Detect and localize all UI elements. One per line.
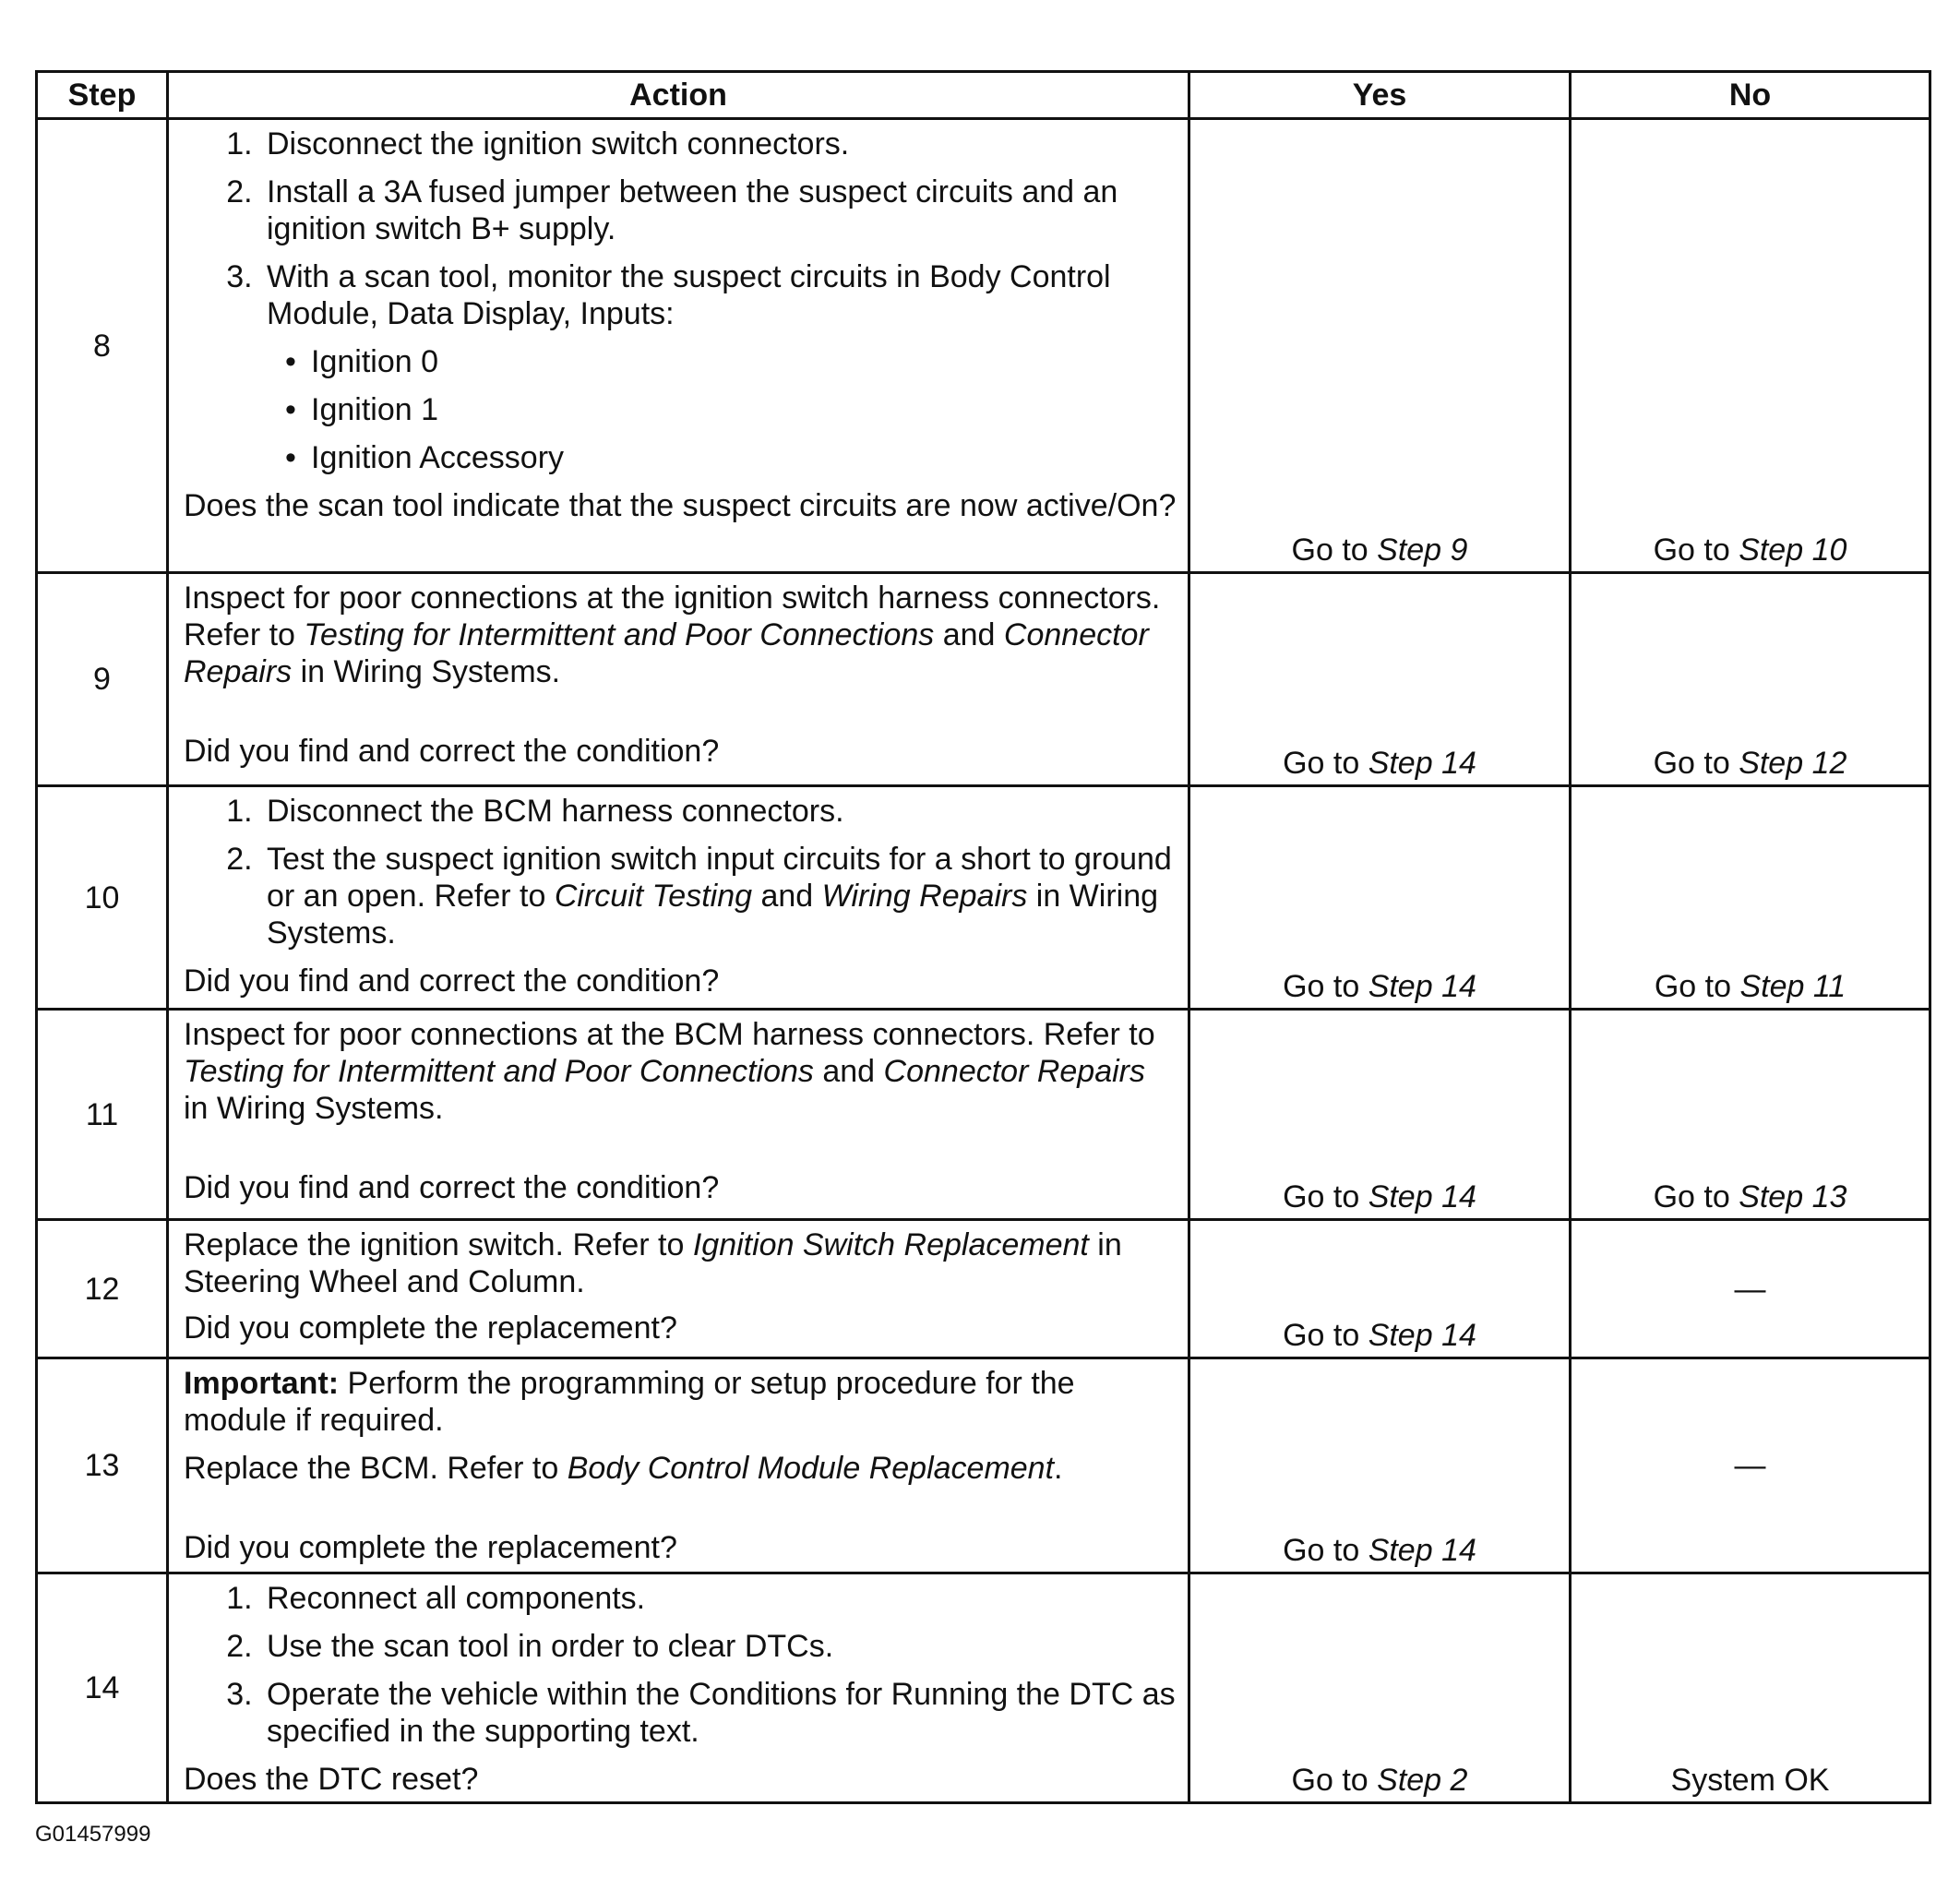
- step-number: 11: [37, 1010, 168, 1220]
- figure-id: G01457999: [35, 1822, 151, 1847]
- no-cell: [1571, 1220, 1930, 1358]
- list-item: • Ignition 1: [311, 391, 1177, 428]
- action-step: 1. Reconnect all components.: [261, 1580, 1177, 1617]
- action-cell: [168, 1573, 1189, 1803]
- list-item: • Ignition 0: [311, 343, 1177, 380]
- action-cell: [168, 1220, 1189, 1358]
- action-steps: [184, 1580, 1177, 1750]
- goto-no: Go to Step 13: [1653, 1179, 1847, 1214]
- action-steps: [184, 793, 1177, 951]
- reference-link: Connector Repairs: [883, 1054, 1146, 1089]
- no-cell: [1571, 1573, 1930, 1803]
- step-ref: Step 14: [1368, 1318, 1476, 1353]
- step-ref: Step 14: [1368, 1179, 1476, 1214]
- action-text: Replace the BCM. Refer to Body Control Module Replacement.: [184, 1451, 1063, 1486]
- action-question: Did you find and correct the condition?: [184, 963, 720, 999]
- step-number: 14: [37, 1573, 168, 1803]
- step-number: 13: [37, 1358, 168, 1573]
- reference-link: Connector Repairs: [184, 617, 1149, 689]
- goto-yes: Go to Step 9: [1291, 532, 1468, 568]
- no-dash: —: [1734, 1271, 1766, 1307]
- step-ref: Step 14: [1368, 746, 1476, 781]
- yes-cell: [1189, 1010, 1571, 1220]
- goto-yes: Go to Step 14: [1283, 746, 1476, 781]
- action-step: 3. Operate the vehicle within the Conditions for Running the DTC as specified in the supporting text.: [261, 1676, 1177, 1750]
- important-label: Important:: [184, 1366, 340, 1401]
- action-step: 2. Test the suspect ignition switch input circuits for a short to ground or an open. Refer to Circuit Testing and Wiring Repairs in Wiring Systems.: [261, 841, 1177, 951]
- reference-link: Testing for Intermittent and Poor Connections: [184, 1054, 814, 1089]
- goto-no: Go to Step 12: [1653, 746, 1847, 781]
- step-ref: Step 2: [1377, 1763, 1468, 1798]
- no-cell: [1571, 1358, 1930, 1573]
- yes-cell: [1189, 119, 1571, 573]
- input-list: [267, 343, 1177, 476]
- action-text: Inspect for poor connections at the BCM harness connectors. Refer to Testing for Intermittent and Poor Connections and Connector Repairs in Wiring Systems.: [184, 1017, 1155, 1126]
- yes-cell: [1189, 1220, 1571, 1358]
- list-item: • Ignition Accessory: [311, 439, 1177, 476]
- important-note: Important: Perform the programming or setup procedure for the module if required.: [184, 1366, 1075, 1438]
- header-yes: Yes: [1189, 72, 1571, 119]
- action-cell: [168, 1358, 1189, 1573]
- header-action: Action: [168, 72, 1189, 119]
- step-ref: Step 12: [1739, 746, 1847, 781]
- table-row-step-10: [37, 786, 1930, 1010]
- step-ref: Step 14: [1368, 969, 1476, 1004]
- table-row-step-8: [37, 119, 1930, 573]
- action-step: 1. Disconnect the BCM harness connectors.: [261, 793, 1177, 830]
- yes-cell: [1189, 573, 1571, 786]
- goto-yes: Go to Step 2: [1291, 1763, 1468, 1798]
- action-text: Replace the ignition switch. Refer to Ignition Switch Replacement in Steering Wheel and Column.: [184, 1227, 1122, 1299]
- action-step: [261, 258, 1177, 476]
- header-row: [37, 72, 1930, 119]
- reference-link: Body Control Module Replacement: [567, 1451, 1055, 1486]
- reference-link: Testing for Intermittent and Poor Connections: [304, 617, 935, 652]
- table-row-step-12: [37, 1220, 1930, 1358]
- no-cell: [1571, 119, 1930, 573]
- action-step-text: With a scan tool, monitor the suspect circuits in Body Control Module, Data Display, Inputs:: [267, 259, 1111, 331]
- action-cell: [168, 1010, 1189, 1220]
- goto-yes: Go to Step 14: [1283, 1318, 1476, 1353]
- goto-yes: Go to Step 14: [1283, 1179, 1476, 1214]
- step-ref: Step 14: [1368, 1533, 1476, 1568]
- goto-no: Go to Step 11: [1654, 969, 1846, 1004]
- goto-no: Go to Step 10: [1653, 532, 1847, 568]
- reference-link: Circuit Testing: [554, 879, 753, 914]
- action-question: Did you complete the replacement?: [184, 1530, 677, 1565]
- yes-cell: [1189, 786, 1571, 1010]
- goto-yes: Go to Step 14: [1283, 1533, 1476, 1568]
- reference-link: Ignition Switch Replacement: [692, 1227, 1089, 1262]
- action-cell: [168, 573, 1189, 786]
- action-question: Did you find and correct the condition?: [184, 734, 720, 769]
- action-step: 2. Install a 3A fused jumper between the suspect circuits and an ignition switch B+ supply.: [261, 173, 1177, 247]
- action-step: 1. Disconnect the ignition switch connectors.: [261, 126, 1177, 162]
- action-question: Did you find and correct the condition?: [184, 1170, 720, 1205]
- step-ref: Step 13: [1739, 1179, 1847, 1214]
- goto-yes: Go to Step 14: [1283, 969, 1476, 1004]
- step-ref: Step 11: [1739, 969, 1846, 1004]
- table-row-step-13: [37, 1358, 1930, 1573]
- action-step: 2. Use the scan tool in order to clear DTCs.: [261, 1628, 1177, 1665]
- reference-link: Wiring Repairs: [821, 879, 1028, 914]
- action-question: Does the DTC reset?: [184, 1762, 479, 1797]
- diagnostic-table: [35, 70, 1931, 1804]
- step-number: 9: [37, 573, 168, 786]
- table-row-step-9: [37, 573, 1930, 786]
- yes-cell: [1189, 1573, 1571, 1803]
- header-step: Step: [37, 72, 168, 119]
- step-number: 12: [37, 1220, 168, 1358]
- step-number: 10: [37, 786, 168, 1010]
- action-cell: [168, 786, 1189, 1010]
- no-cell: [1571, 573, 1930, 786]
- action-question: Did you complete the replacement?: [184, 1310, 677, 1346]
- step-number: 8: [37, 119, 168, 573]
- no-cell: [1571, 1010, 1930, 1220]
- action-steps: [184, 126, 1177, 476]
- header-no: No: [1571, 72, 1930, 119]
- table-row-step-14: [37, 1573, 1930, 1803]
- step-ref: Step 10: [1739, 532, 1847, 568]
- action-cell: [168, 119, 1189, 573]
- no-dash: —: [1734, 1448, 1766, 1483]
- action-question: Does the scan tool indicate that the suspect circuits are now active/On?: [184, 488, 1177, 523]
- no-result: System OK: [1670, 1763, 1830, 1798]
- no-cell: [1571, 786, 1930, 1010]
- table-row-step-11: [37, 1010, 1930, 1220]
- action-text: Inspect for poor connections at the ignition switch harness connectors. Refer to Testing for Intermittent and Poor Connections and Connector Repairs in Wiring Systems.: [184, 580, 1161, 689]
- step-ref: Step 9: [1377, 532, 1468, 568]
- yes-cell: [1189, 1358, 1571, 1573]
